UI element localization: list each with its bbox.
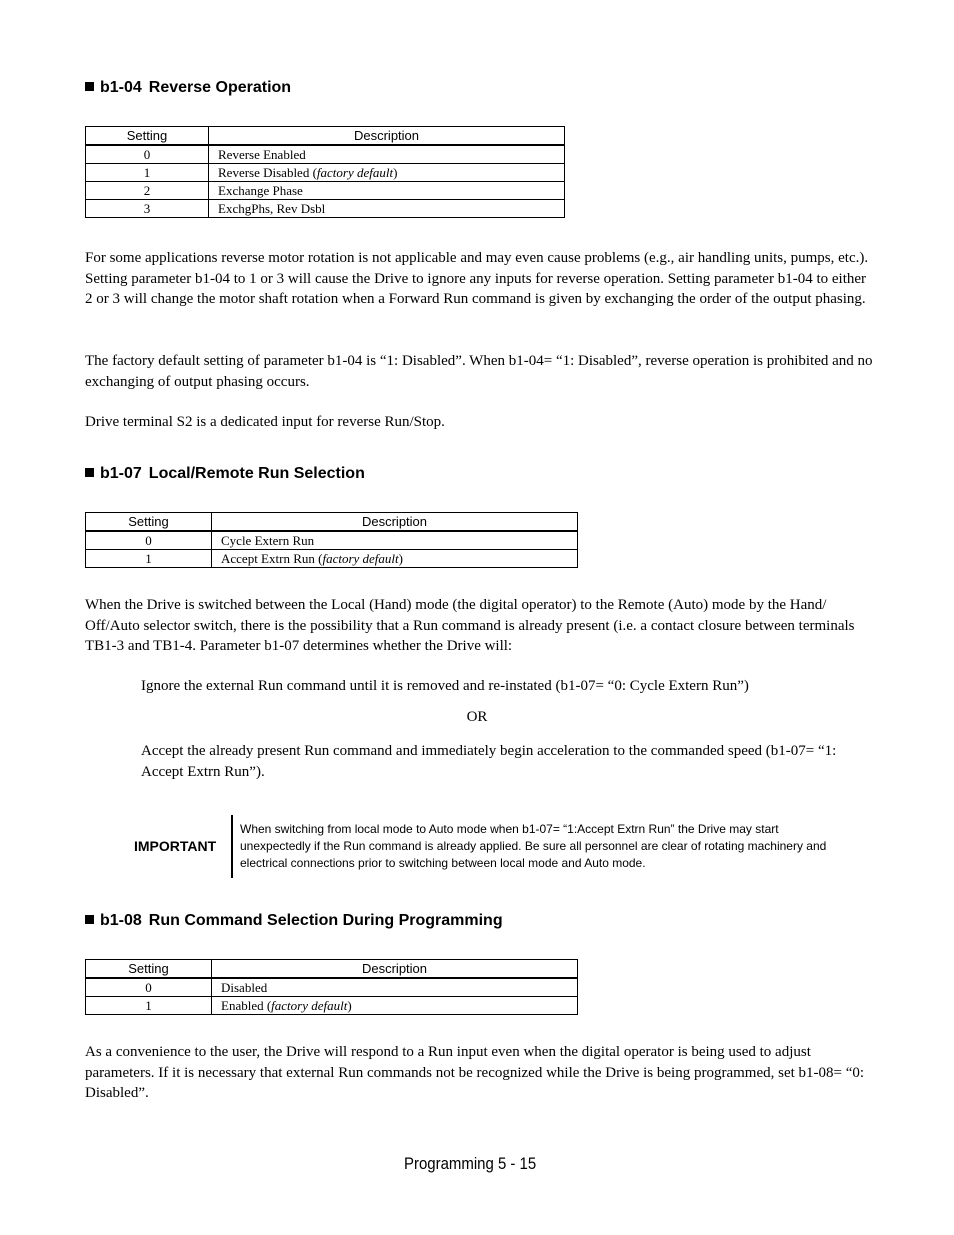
description-cell: Enabled (factory default): [212, 997, 578, 1015]
section-heading-b1-08: [85, 912, 503, 930]
table-row: [86, 182, 565, 200]
option-accept-extrn-run: Accept the already present Run command and immediately begin acceleration to the commanded speed (b1-07= “1: Accept Extrn Run”).: [141, 743, 837, 780]
setting-cell: 1: [86, 997, 212, 1015]
parameter-code: b1-04: [100, 79, 142, 96]
important-note: When switching from local mode to Auto mode when b1-07= “1:Accept Extrn Run” the Drive may start unexpectedly if the Run command is already applied. Be sure all personnel are clear of rotating machinery and electrical connections prior to switching between local mode and Auto mode.: [240, 822, 827, 870]
setting-cell: 0: [86, 978, 212, 997]
description-cell: Exchange Phase: [209, 182, 565, 200]
setting-cell: 0: [86, 531, 212, 550]
header-setting: Setting: [86, 513, 212, 532]
header-setting: Setting: [86, 127, 209, 146]
parameter-code: b1-07: [100, 465, 142, 482]
option-cycle-extern-run: Ignore the external Run command until it is removed and re-instated (b1-07= “0: Cycle Extern Run”): [141, 678, 749, 694]
body-paragraph: The factory default setting of parameter b1-04 is “1: Disabled”. When b1-04= “1: Disabled”, reverse operation is prohibited and no exchanging of output phasing occurs.: [85, 353, 873, 390]
description-cell: Accept Extrn Run (factory default): [212, 550, 578, 568]
important-label: IMPORTANT: [134, 838, 217, 854]
header-description: Description: [212, 513, 578, 532]
section-heading-b1-07: [85, 465, 365, 483]
setting-cell: 2: [86, 182, 209, 200]
square-bullet-icon: [85, 468, 94, 477]
or-separator: OR: [466, 709, 488, 725]
section-title: Run Command Selection During Programming: [148, 912, 503, 929]
setting-cell: 1: [86, 164, 209, 182]
square-bullet-icon: [85, 915, 94, 924]
section-heading-b1-04: [85, 79, 291, 97]
table-header-row: [86, 127, 565, 146]
header-description: Description: [212, 960, 578, 979]
square-bullet-icon: [85, 82, 94, 91]
page-footer: Programming 5 - 15: [404, 1154, 537, 1173]
table-b1-04: [85, 126, 565, 218]
description-cell: Cycle Extern Run: [212, 531, 578, 550]
table-row: [86, 145, 565, 164]
setting-cell: 0: [86, 145, 209, 164]
setting-cell: 1: [86, 550, 212, 568]
table-row: [86, 978, 578, 997]
setting-cell: 3: [86, 200, 209, 218]
table-b1-07: [85, 512, 578, 568]
body-paragraph: For some applications reverse motor rotation is not applicable and may even cause problems (e.g., air handling units, pumps, etc.). Setting parameter b1-04 to 1 or 3 will cause the Drive to ignore any inputs for reverse operation. Setting parameter b1-04 to either 2 or 3 will change the motor shaft rotation when a Forward Run command is given by exchanging the order of the output phasing.: [85, 250, 869, 308]
description-cell: ExchgPhs, Rev Dsbl: [209, 200, 565, 218]
important-divider: [231, 815, 233, 878]
header-setting: Setting: [86, 960, 212, 979]
header-description: Description: [209, 127, 565, 146]
section-title: Local/Remote Run Selection: [148, 465, 365, 482]
table-header-row: [86, 960, 578, 979]
description-cell: Disabled: [212, 978, 578, 997]
body-paragraph: When the Drive is switched between the Local (Hand) mode (the digital operator) to the Remote (Auto) mode by the Hand/ Off/Auto selector switch, there is the possibility that a Run command is already present (i.e. a contact closure between terminals TB1-3 and TB1-4. Parameter b1-07 determines whether the Drive will:: [85, 597, 855, 655]
table-row: [86, 164, 565, 182]
table-b1-08: [85, 959, 578, 1015]
table-row: [86, 531, 578, 550]
description-cell: Reverse Disabled (factory default): [209, 164, 565, 182]
section-title: Reverse Operation: [148, 79, 292, 96]
description-cell: Reverse Enabled: [209, 145, 565, 164]
table-row: [86, 550, 578, 568]
body-paragraph: As a convenience to the user, the Drive will respond to a Run input even when the digital operator is being used to adjust parameters. If it is necessary that external Run commands not be recognized while the Drive is being programmed, set b1-08= “0: Disabled”.: [85, 1044, 865, 1102]
parameter-code: b1-08: [100, 912, 142, 929]
table-header-row: [86, 513, 578, 532]
body-paragraph: Drive terminal S2 is a dedicated input for reverse Run/Stop.: [85, 414, 445, 430]
table-row: [86, 200, 565, 218]
table-row: [86, 997, 578, 1015]
